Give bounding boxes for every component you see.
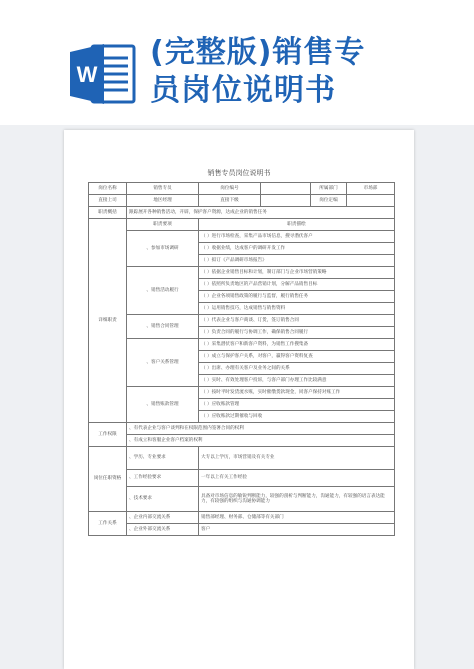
qualification-item-label: 、学历、专业要求 bbox=[127, 447, 199, 470]
table-row bbox=[89, 207, 395, 219]
overview-text: 跟踪展开各种销售活动，开辟，保护客户资源，达成企业的销售任务 bbox=[127, 207, 395, 219]
table-row bbox=[89, 447, 395, 470]
position-code-value bbox=[261, 183, 311, 195]
table-row bbox=[89, 219, 395, 231]
duty-item: （ ）拟订《产品调研市场报告》 bbox=[199, 255, 395, 267]
duty-item: （ ）采集潜伏客户和新客户资料，为销售工作搜集备 bbox=[199, 339, 395, 351]
detail-header-2: 职责描绘 bbox=[199, 219, 395, 231]
authority-label: 工作权限 bbox=[89, 423, 127, 447]
detail-label: 详细职责 bbox=[89, 219, 127, 423]
relation-item-value: 客户 bbox=[199, 524, 395, 536]
authority-item: 、有成立和客服企业客户档案的权利 bbox=[127, 435, 395, 447]
dept-label: 所属部门 bbox=[311, 183, 347, 195]
duty-item: （ ）企业各项销售政策的履行与监督，履行销售任务 bbox=[199, 291, 395, 303]
relation-label: 工作关系 bbox=[89, 512, 127, 536]
position-name-value: 销售专员 bbox=[127, 183, 199, 195]
duty-item: （ ）成立与保护客户关系，对客户，赢得客户资料复查 bbox=[199, 351, 395, 363]
qualification-item-label: 、技术要求 bbox=[127, 487, 199, 512]
table-row bbox=[89, 339, 395, 351]
table-row bbox=[89, 315, 395, 327]
overview-label: 职责概括 bbox=[89, 207, 127, 219]
table-row bbox=[89, 195, 395, 207]
duty-item: （ ）依照所负责地区的产品营销计划，分解产品销售目标 bbox=[199, 279, 395, 291]
dept-value: 市场部 bbox=[347, 183, 395, 195]
document-title: 销售专员岗位说明书 bbox=[207, 169, 271, 177]
table-row bbox=[89, 435, 395, 447]
table-row bbox=[89, 267, 395, 279]
duty-item: （ ）实时、有效处理客户投诉，与客户部门办理工作比较满意 bbox=[199, 375, 395, 387]
table-row bbox=[89, 524, 395, 536]
qualification-item-value: 具备对市场信息的敏锐判断能力，较强的剖析与判断能力，沟通能力，有较强的语言表达能力，有较强的组织与沟通协调能力 bbox=[199, 487, 395, 512]
job-description-table bbox=[88, 182, 395, 536]
duty-item: （ ）进行市场检查，采集产品市场信息，搜寻潜伏客户 bbox=[199, 231, 395, 243]
word-document-icon bbox=[70, 40, 136, 108]
table-row bbox=[89, 423, 395, 435]
duty-item: （ ）应收账款过期催收与回收 bbox=[199, 411, 395, 423]
relation-item-label: 、企业外部交流关系 bbox=[127, 524, 199, 536]
title-line-2: 员岗位说明书 bbox=[150, 73, 336, 108]
qualification-label: 岗位任职资格 bbox=[89, 447, 127, 512]
position-code-label: 岗位编号 bbox=[199, 183, 261, 195]
duty-item: （ ）出席、办理有关客户及业务之间的关系 bbox=[199, 363, 395, 375]
subordinate-value bbox=[261, 195, 311, 207]
relation-item-label: 、企业内部交流关系 bbox=[127, 512, 199, 524]
subordinate-label: 直接下级 bbox=[199, 195, 261, 207]
superior-label: 直接上司 bbox=[89, 195, 127, 207]
duty-group-title: 、销售账款管理 bbox=[127, 387, 199, 423]
table-row bbox=[89, 470, 395, 487]
duty-item: （ ）代表企业与客户商谈、订货，签订销售合同 bbox=[199, 315, 395, 327]
table-row bbox=[89, 512, 395, 524]
detail-header-1: 职责要项 bbox=[127, 219, 199, 231]
word-logo-letter: W bbox=[76, 62, 98, 87]
authority-item: 、有代表企业与客户谈判和在权限范围内签署合同的权利 bbox=[127, 423, 395, 435]
duty-item: （ ）应收账款管理 bbox=[199, 399, 395, 411]
header-banner bbox=[0, 0, 474, 125]
relation-item-value: 销售部经理、财务部、仓储部等有关部门 bbox=[199, 512, 395, 524]
duty-item: （ ）负责合同的履行与协调工作，确保销售合同履行 bbox=[199, 327, 395, 339]
duty-item: （ ）依据企业销售目标和计划，制订部门与企业市场营销策略 bbox=[199, 267, 395, 279]
duty-item: （ ）运用销售技巧，达成销售与销售资料 bbox=[199, 303, 395, 315]
headcount-label: 岗位定编 bbox=[311, 195, 347, 207]
qualification-item-label: 、工作经验要求 bbox=[127, 470, 199, 487]
duty-group-title: 、销售合同管理 bbox=[127, 315, 199, 339]
headcount-value bbox=[347, 195, 395, 207]
duty-group-title: 、参加市场调研 bbox=[127, 231, 199, 267]
table-row bbox=[89, 183, 395, 195]
superior-value: 地区经理 bbox=[127, 195, 199, 207]
duty-item: （ ）按时平时发货流水账，实时催缴货款现金，同客户保持对账工作 bbox=[199, 387, 395, 399]
duty-group-title: 、销售活动履行 bbox=[127, 267, 199, 315]
qualification-item-value: 一年以上有关工作经验 bbox=[199, 470, 395, 487]
table-row bbox=[89, 231, 395, 243]
page-title bbox=[150, 34, 465, 110]
document-page bbox=[64, 130, 414, 669]
duty-item: （ ）收据业绩，达成客户的调研开发工作 bbox=[199, 243, 395, 255]
duty-group-title: 、客户关系管理 bbox=[127, 339, 199, 387]
table-row bbox=[89, 487, 395, 512]
title-line-1: (完整版)销售专 bbox=[150, 35, 366, 70]
position-name-label: 岗位名称 bbox=[89, 183, 127, 195]
table-row bbox=[89, 387, 395, 399]
qualification-item-value: 大专以上学历，市场营销及有关专业 bbox=[199, 447, 395, 470]
